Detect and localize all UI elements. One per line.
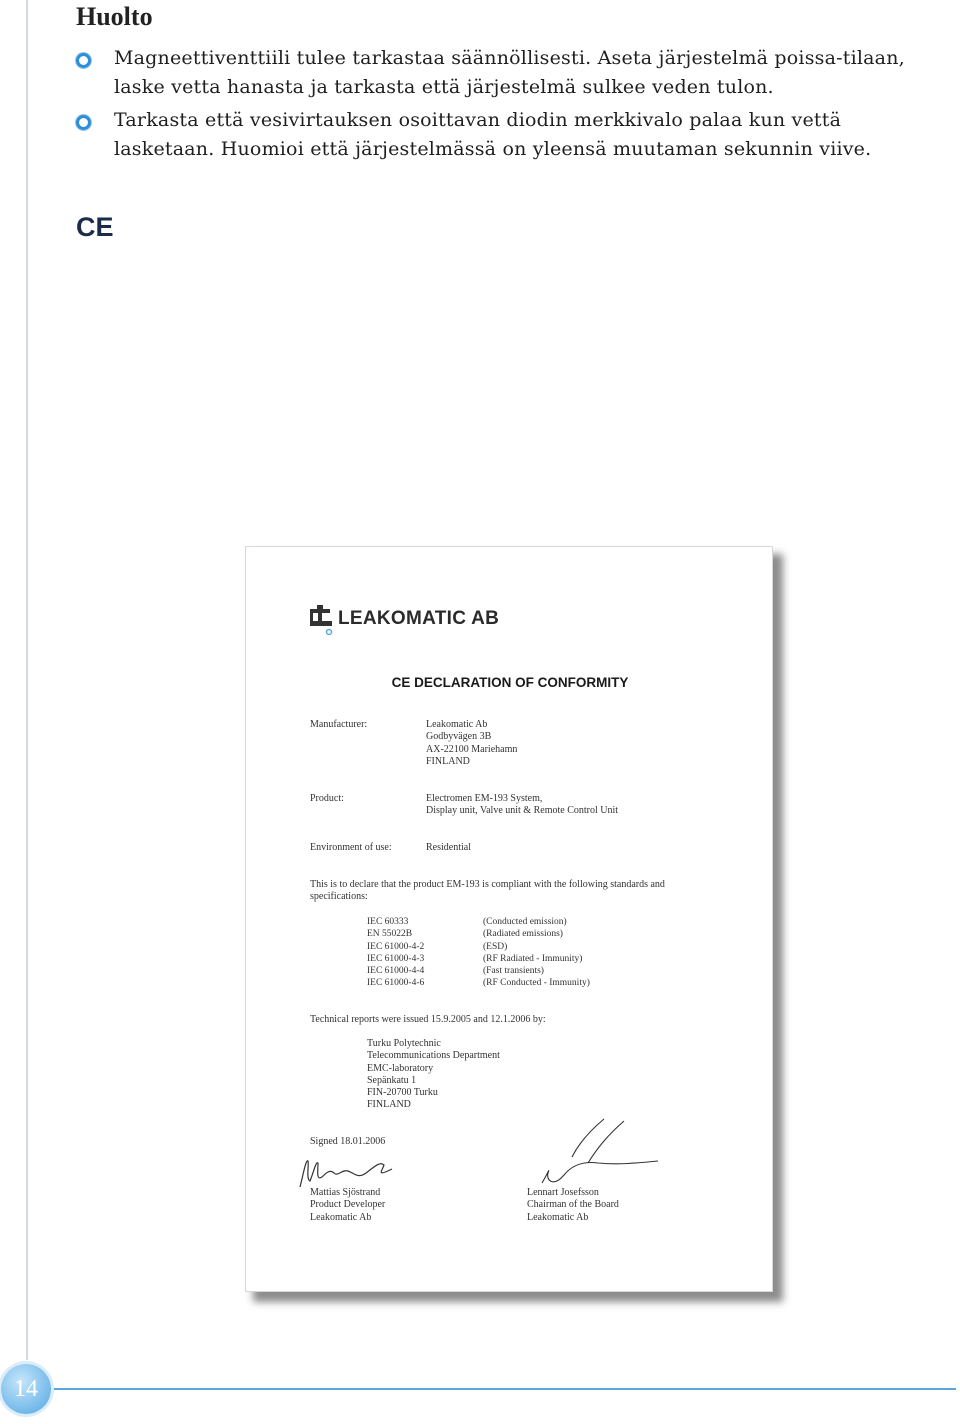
signature-2-icon bbox=[528, 1117, 668, 1193]
left-margin-rule bbox=[26, 0, 28, 1360]
standard-description: (Conducted emission) bbox=[483, 917, 567, 927]
product-label: Product: bbox=[310, 793, 344, 804]
product-description bbox=[426, 793, 618, 818]
manufacturer-label: Manufacturer: bbox=[310, 719, 368, 730]
standard-description: (RF Radiated - Immunity) bbox=[483, 953, 583, 964]
table-row bbox=[367, 928, 590, 940]
table-row bbox=[367, 941, 590, 953]
section-title: Huolto bbox=[76, 2, 153, 31]
address-line: FINLAND bbox=[367, 1099, 411, 1111]
standard-description: (Radiated emissions) bbox=[483, 929, 563, 940]
signer-company: Leakomatic Ab bbox=[310, 1211, 372, 1223]
address-line: Turku Polytechnic bbox=[367, 1038, 441, 1049]
declaration-title: CE DECLARATION OF CONFORMITY bbox=[391, 675, 629, 690]
maintenance-list bbox=[76, 44, 946, 168]
address-line: Telecommunications Department bbox=[367, 1050, 500, 1062]
table-row bbox=[367, 916, 590, 928]
list-item bbox=[76, 44, 946, 102]
page-number: 14 bbox=[14, 1375, 38, 1402]
manufacturer-address bbox=[426, 719, 517, 768]
standards-table bbox=[367, 916, 590, 990]
address-line: Leakomatic Ab bbox=[426, 719, 488, 730]
declaration-statement: This is to declare that the product EM-193 is compliant with the following standards and specifications: bbox=[310, 879, 665, 903]
signer-1 bbox=[310, 1187, 385, 1224]
standard-name: EN 55022B bbox=[367, 929, 413, 940]
signer-role: Chairman of the Board bbox=[527, 1199, 619, 1211]
environment-label: Environment of use: bbox=[310, 842, 392, 853]
signed-date: Signed 18.01.2006 bbox=[310, 1136, 386, 1147]
table-row bbox=[367, 977, 590, 989]
laboratory-address bbox=[367, 1038, 500, 1112]
company-logo-text: LEAKOMATIC AB bbox=[338, 608, 500, 629]
ce-declaration-document bbox=[245, 546, 773, 1292]
company-logo bbox=[308, 603, 499, 635]
signer-company: Leakomatic Ab bbox=[527, 1211, 589, 1223]
technical-reports-line: Technical reports were issued 15.9.2005 and 12.1.2006 by: bbox=[310, 1014, 546, 1025]
standard-name: IEC 61000-4-6 bbox=[367, 978, 425, 989]
standard-name: IEC 60333 bbox=[367, 917, 409, 927]
address-line: Godbyvägen 3B bbox=[426, 731, 492, 743]
address-line: FIN-20700 Turku bbox=[367, 1087, 438, 1099]
table-row bbox=[367, 965, 590, 977]
table-row bbox=[367, 953, 590, 965]
list-item bbox=[76, 106, 946, 164]
product-line: Electromen EM-193 System, bbox=[426, 793, 543, 804]
address-line: AX-22100 Mariehamn bbox=[426, 743, 518, 755]
address-line: EMC-laboratory bbox=[367, 1062, 434, 1074]
footer-rule bbox=[50, 1388, 956, 1390]
signer-role: Product Developer bbox=[310, 1199, 386, 1211]
signer-name: Mattias Sjöstrand bbox=[310, 1187, 381, 1198]
address-line: FINLAND bbox=[426, 755, 470, 767]
faucet-logo-icon bbox=[308, 603, 334, 635]
list-item-text: Magneettiventtiili tulee tarkastaa säännöllisesti. Aseta järjestelmä poissa-tilaan, laske vetta hanasta ja tarkasta että järjestelmä sulkee veden tulon. bbox=[114, 47, 905, 98]
environment-value: Residential bbox=[426, 842, 471, 853]
signer-name: Lennart Josefsson bbox=[527, 1187, 599, 1198]
standard-description: (ESD) bbox=[483, 941, 508, 952]
list-item-text: Tarkasta että vesivirtauksen osoittavan diodin merkkivalo palaa kun vettä lasketaan. Huomioi että järjestelmässä on yleensä muutaman sekunnin viive. bbox=[114, 109, 872, 160]
ce-heading: CE bbox=[76, 212, 114, 242]
bullet-circle-icon bbox=[76, 115, 91, 130]
standard-description: (Fast transients) bbox=[483, 966, 544, 977]
standard-name: IEC 61000-4-3 bbox=[367, 953, 425, 964]
standard-description: (RF Conducted - Immunity) bbox=[483, 978, 590, 989]
page-number-badge bbox=[1, 1364, 51, 1414]
signer-2 bbox=[527, 1187, 619, 1224]
address-line: Sepänkatu 1 bbox=[367, 1074, 417, 1086]
standard-name: IEC 61000-4-2 bbox=[367, 941, 425, 952]
product-line: Display unit, Valve unit & Remote Control Unit bbox=[426, 805, 619, 817]
bullet-circle-icon bbox=[76, 53, 91, 68]
standard-name: IEC 61000-4-4 bbox=[367, 966, 425, 977]
